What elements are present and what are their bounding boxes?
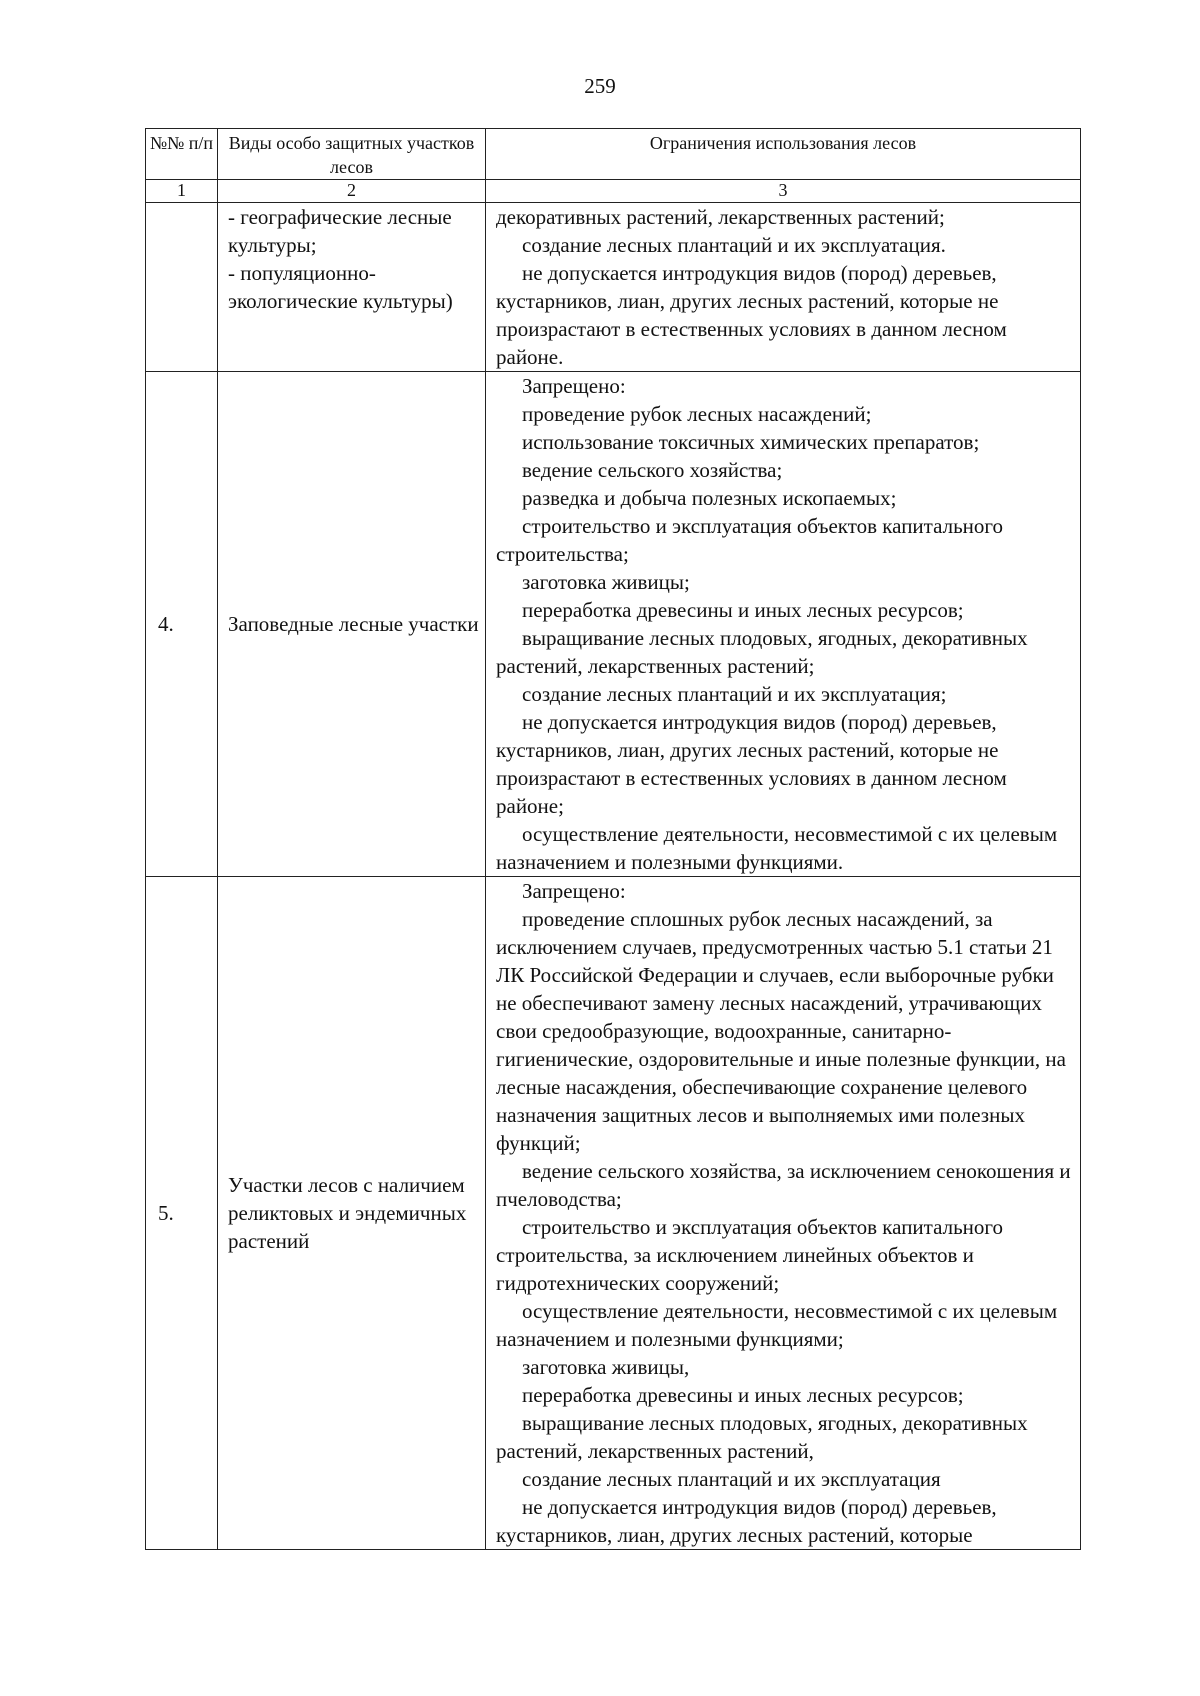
table-header-row [146, 129, 1081, 180]
page-number: 259 [584, 74, 616, 98]
row-kind [218, 877, 486, 1550]
restriction-item: проведение рубок лесных насаждений; [522, 402, 872, 426]
restriction-item: переработка древесины и иных лесных ресурсов; [522, 598, 964, 622]
row-restrictions [486, 372, 1081, 877]
restrictions-table [145, 128, 1081, 1550]
table-row [146, 877, 1081, 1550]
restriction-item: заготовка живицы; [522, 570, 690, 594]
restriction-item: не допускается интродукция видов (пород) деревьев, кустарников, лиан, других лесных растений, которые не произрастают в естественных условиях в данном лесном районе. [496, 261, 1007, 369]
row-number [146, 203, 218, 372]
restriction-item: выращивание лесных плодовых, ягодных, декоративных растений, лекарственных растений; [496, 626, 1028, 678]
header-restrictions: Ограничения использования лесов [486, 129, 1081, 180]
row-restrictions [486, 877, 1081, 1550]
table-row [146, 372, 1081, 877]
kind-line: - популяционно-экологические культуры) [228, 261, 453, 313]
restriction-item: ведение сельского хозяйства; [522, 458, 783, 482]
restriction-item: создание лесных плантаций и их эксплуатация; [522, 682, 947, 706]
restriction-item: декоративных растений, лекарственных растений; [496, 205, 945, 229]
restriction-item: Запрещено: [522, 374, 626, 398]
restriction-item: осуществление деятельности, несовместимой с их целевым назначением и полезными функциями. [496, 822, 1058, 874]
kind-line: Заповедные лесные участки [228, 612, 479, 636]
kind-line: - географические лесные культуры; [228, 205, 452, 257]
restriction-item: не допускается интродукция видов (пород) деревьев, кустарников, лиан, других лесных растений, которые [496, 1495, 997, 1547]
table-row [146, 203, 1081, 372]
restriction-item: создание лесных плантаций и их эксплуатация [522, 1467, 941, 1491]
row-kind [218, 203, 486, 372]
header-num: №№ п/п [146, 129, 218, 180]
restriction-item: переработка древесины и иных лесных ресурсов; [522, 1383, 964, 1407]
restriction-item: создание лесных плантаций и их эксплуатация. [522, 233, 946, 257]
column-number: 1 [146, 180, 218, 203]
restriction-item: Запрещено: [522, 879, 626, 903]
restriction-item: выращивание лесных плодовых, ягодных, декоративных растений, лекарственных растений, [496, 1411, 1028, 1463]
row-kind [218, 372, 486, 877]
row-number: 4. [146, 372, 218, 877]
restriction-item: заготовка живицы, [522, 1355, 690, 1379]
restriction-item: не допускается интродукция видов (пород) деревьев, кустарников, лиан, других лесных растений, которые не произрастают в естественных условиях в данном лесном районе; [496, 710, 1007, 818]
row-number: 5. [146, 877, 218, 1550]
header-kind: Виды особо защитных участков лесов [218, 129, 486, 180]
restriction-item: разведка и добыча полезных ископаемых; [522, 486, 897, 510]
column-number-row [146, 180, 1081, 203]
restriction-item: проведение сплошных рубок лесных насаждений, за исключением случаев, предусмотренных частью 5.1 статьи 21 ЛК Российской Федерации и случаев, если выборочные рубки не обеспечивают замену лесных насаждений, утрачивающих свои средообразующие, водоохранные, санитарно-гигиенические, оздоровительные и иные полезные функции, на лесные насаждения, обеспечивающие сохранение целевого назначения защитных лесов и выполняемых ими полезных функций; [496, 907, 1066, 1155]
restriction-item: осуществление деятельности, несовместимой с их целевым назначением и полезными функциями; [496, 1299, 1058, 1351]
restriction-item: строительство и эксплуатация объектов капитального строительства, за исключением линейных объектов и гидротехнических сооружений; [496, 1215, 1003, 1295]
column-number: 2 [218, 180, 486, 203]
restriction-item: строительство и эксплуатация объектов капитального строительства; [496, 514, 1003, 566]
kind-line: Участки лесов с наличием реликтовых и эндемичных растений [228, 1173, 467, 1253]
row-restrictions [486, 203, 1081, 372]
restriction-item: использование токсичных химических препаратов; [522, 430, 980, 454]
column-number: 3 [486, 180, 1081, 203]
restriction-item: ведение сельского хозяйства, за исключением сенокошения и пчеловодства; [496, 1159, 1071, 1211]
